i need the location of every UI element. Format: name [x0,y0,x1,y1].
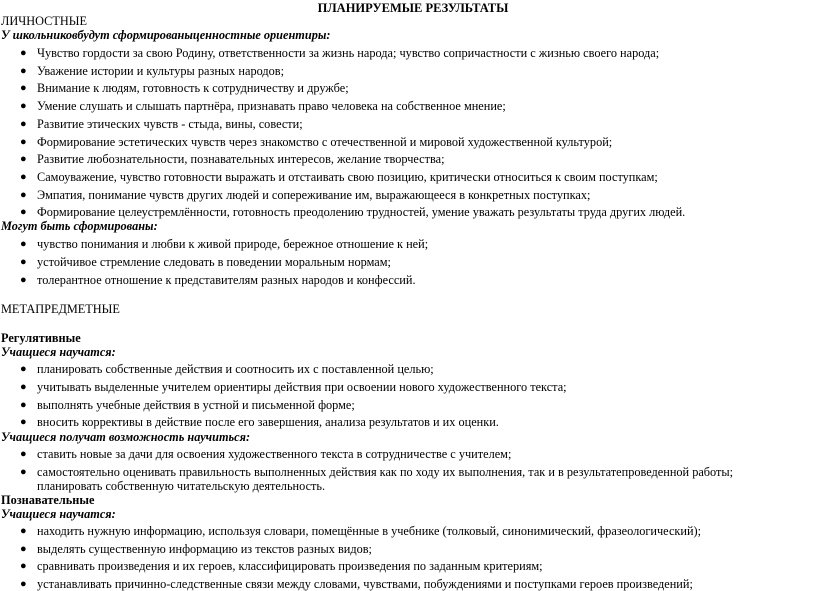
bullet-icon: ● [20,118,27,130]
bullet-icon: ● [20,525,27,537]
bullet-icon: ● [20,381,27,393]
section-heading-meta: МЕТАПРЕДМЕТНЫЕ [1,302,120,316]
page-title: ПЛАНИРУЕМЫЕ РЕЗУЛЬТАТЫ [317,1,509,15]
bullet-icon: ● [20,466,27,478]
personal-item: Эмпатия, понимание чувств других людей и сопереживание им, выражающееся в конкретных поступках; [37,188,591,202]
regulatory-learn-heading: Учащиеся научатся: [1,345,116,359]
bullet-icon: ● [20,416,27,428]
cognitive-learn-item: устанавливать причинно-следственные связи между словами, чувствами, побуждениями и поступками героев произведений; [37,577,693,591]
personal-item: Внимание к людям, готовность к сотрудничеству и дружбе; [37,81,349,95]
personal-may-item: устойчивое стремление следовать в поведении моральным нормам; [37,255,391,269]
regulatory-chance-heading: Учащиеся получат возможность научиться: [1,430,251,444]
bullet-icon: ● [20,238,27,250]
personal-item: Формирование эстетических чувств через знакомство с отечественной и мировой художественной культурой; [37,135,613,149]
bullet-icon: ● [20,543,27,555]
personal-may-item: чувство понимания и любви к живой природе, бережное отношение к ней; [37,237,429,251]
personal-item: Умение слушать и слышать партнёра, признавать право человека на собственное мнение; [37,99,506,113]
bullet-icon: ● [20,100,27,112]
bullet-icon: ● [20,578,27,590]
section-heading-personal: ЛИЧНОСТНЫЕ [1,14,87,28]
personal-item: Развитие этических чувств - стыда, вины, совести; [37,117,303,131]
personal-may-heading: Могут быть сформированы: [1,219,158,233]
regulatory-learn-item: выполнять учебные действия в устной и письменной форме; [37,398,355,412]
regulatory-chance-item: планировать собственную читательскую деятельность. [37,479,326,493]
regulatory-chance-item: самостоятельно оценивать правильность выполненных действия как по ходу их выполнения, так и в результатепроведенной работы; [37,465,734,479]
bullet-icon: ● [20,448,27,460]
regulatory-learn-item: вносить коррективы в действие после его завершения, анализа результатов и их оценки. [37,415,499,429]
bullet-icon: ● [20,171,27,183]
bullet-icon: ● [20,206,27,218]
bullet-icon: ● [20,82,27,94]
bullet-icon: ● [20,136,27,148]
bullet-icon: ● [20,256,27,268]
personal-item: Чувство гордости за свою Родину, ответственности за жизнь народа; чувство сопричастности с жизнью своего народа; [37,46,660,60]
cognitive-heading: Познавательные [1,493,95,507]
bullet-icon: ● [20,65,27,77]
regulatory-learn-item: учитывать выделенные учителем ориентиры действия при освоении нового художественного текста; [37,380,567,394]
bullet-icon: ● [20,153,27,165]
bullet-icon: ● [20,189,27,201]
bullet-icon: ● [20,560,27,572]
cognitive-learn-heading: Учащиеся научатся: [1,507,116,521]
personal-item: Самоуважение, чувство готовности выражать и отстаивать свою позицию, критически относиться к своим поступкам; [37,170,658,184]
personal-item: Формирование целеустремлённости, готовность преодолению трудностей, умение уважать результаты труда других людей. [37,205,686,219]
bullet-icon: ● [20,274,27,286]
regulatory-learn-item: планировать собственные действия и соотносить их с поставленной целью; [37,362,434,376]
bullet-icon: ● [20,47,27,59]
personal-students-heading: У школьниковбудут сформированыценностные ориентиры: [1,28,331,42]
regulatory-chance-item: ставить новые за дачи для освоения художественного текста в сотрудничестве с учителем; [37,447,512,461]
personal-item: Развитие любознательности, познавательных интересов, желание творчества; [37,152,445,166]
cognitive-learn-item: выделять существенную информацию из текстов разных видов; [37,542,372,556]
cognitive-learn-item: сравнивать произведения и их героев, классифицировать произведения по заданным критериям; [37,559,543,573]
bullet-icon: ● [20,399,27,411]
cognitive-learn-item: находить нужную информацию, используя словари, помещённые в учебнике (толковый, синонимический, фразеологический); [37,524,702,538]
bullet-icon: ● [20,363,27,375]
regulatory-heading: Регулятивные [1,331,81,345]
personal-may-item: толерантное отношение к представителям разных народов и конфессий. [37,273,416,287]
personal-item: Уважение истории и культуры разных народов; [37,64,285,78]
